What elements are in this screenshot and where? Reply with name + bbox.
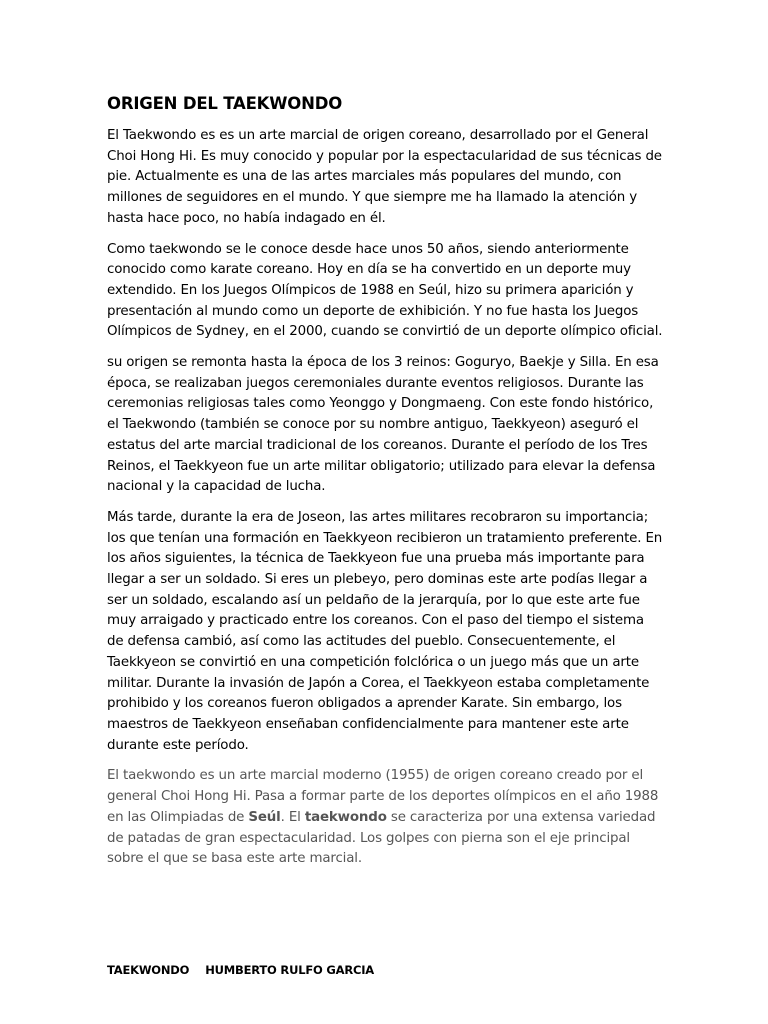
paragraph-modern-text-3: se caracteriza por una extensa variedad de patadas de gran espectacularidad. Los golpes con pierna son el eje principal sobre el que se basa este arte marcial. xyxy=(107,809,656,867)
footer-left: TAEKWONDO xyxy=(107,963,190,977)
paragraph-modern-bold-taekwondo: taekwondo xyxy=(304,809,387,825)
document-title: ORIGEN DEL TAEKWONDO xyxy=(107,94,343,113)
paragraph-three-kingdoms: su origen se remonta hasta la época de los 3 reinos: Goguryo, Baekje y Silla. En esa época, se realizaban juegos ceremoniales durante eventos religiosos. Durante las ceremonias religiosas tales como Yeonggo y Dongmaeng. Con este fondo histórico, el Taekwondo (también se conoce por su nombre antiguo, Taekkyeon) aseguró el estatus del arte marcial tradicional de los coreanos. Durante el período de los Tres Reinos, el Taekkyeon fue un arte militar obligatorio; utilizado para elevar la defensa nacional y la capacidad de lucha. xyxy=(107,355,659,495)
paragraph-modern-bold-seul: Seúl xyxy=(248,809,281,825)
footer-author: HUMBERTO RULFO GARCIA xyxy=(205,963,374,977)
paragraph-history-olympics: Como taekwondo se le conoce desde hace unos 50 años, siendo anteriormente conocido como karate coreano. Hoy en día se ha convertido en un deporte muy extendido. En los Juegos Olímpicos de 1988 en Seúl, hizo su primera aparición y presentación al mundo como un deporte de exhibición. Y no fue hasta los Juegos Olímpicos de Sydney, en el 2000, cuando se convirtió de un deporte olímpico oficial. xyxy=(107,241,663,340)
document-body xyxy=(107,92,663,880)
paragraph-modern-text-1: El taekwondo es un arte marcial moderno (1955) de origen coreano creado por el general Choi Hong Hi. Pasa a formar parte de los deportes olímpicos en el año 1988 en las Olimpiadas de xyxy=(107,768,659,825)
paragraph-modern-text-2: . El xyxy=(280,809,305,825)
document-footer xyxy=(107,961,374,979)
paragraph-modern-taekwondo xyxy=(107,766,663,870)
paragraph-joseon-era: Más tarde, durante la era de Joseon, las artes militares recobraron su importancia; los que tenían una formación en Taekkyeon recibieron un tratamiento preferente. En los años siguientes, la técnica de Taekkyeon fue una prueba más importante para llegar a ser un soldado. Si eres un plebeyo, pero dominas este arte podías llegar a ser un soldado, escalando así un peldaño de la jerarquía, por lo que este arte fue muy arraigado y practicado entre los coreanos. Con el paso del tiempo el sistema de defensa cambió, así como las actitudes del pueblo. Consecuentemente, el Taekkyeon se convirtió en una competición folclórica o un juego más que un arte militar. Durante la invasión de Japón a Corea, el Taekkyeon estaba completamente prohibido y los coreanos fueron obligados a aprender Karate. Sin embargo, los maestros de Taekkyeon enseñaban confidencialmente para mantener este arte durante este período. xyxy=(107,509,663,753)
paragraph-intro: El Taekwondo es es un arte marcial de origen coreano, desarrollado por el General Choi Hong Hi. Es muy conocido y popular por la espectacularidad de sus técnicas de pie. Actualmente es una de las artes marciales más populares del mundo, con millones de seguidores en el mundo. Y que siempre me ha llamado la atención y hasta hace poco, no había indagado en él. xyxy=(107,128,662,226)
